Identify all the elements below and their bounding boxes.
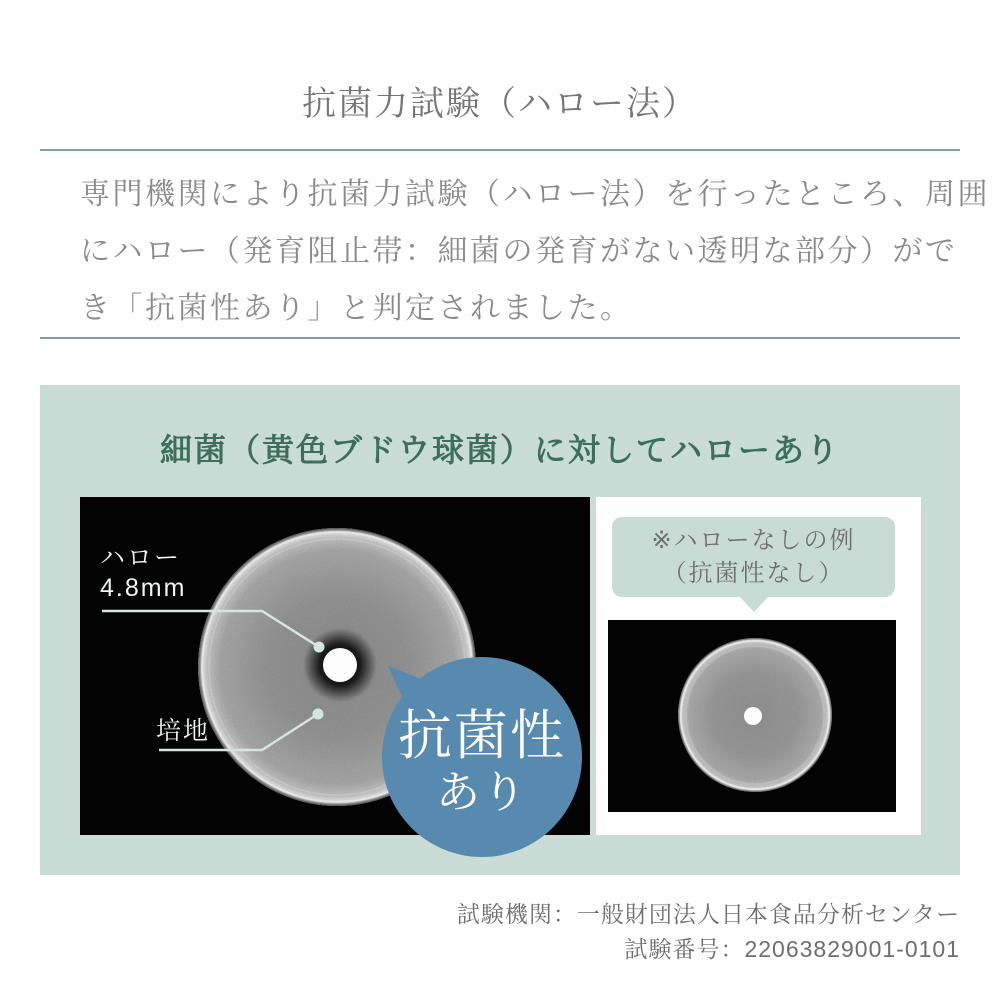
note-line1: ※ハローなしの例 <box>651 527 856 554</box>
badge-text-line1: 抗菌性 <box>398 706 566 766</box>
halo-measurement-label <box>100 543 186 603</box>
halo-value-text: 4.8mm <box>100 574 187 602</box>
description-line-1: 専門機関により抗菌力試験（ハロー法）を行ったところ、周囲 <box>80 178 990 211</box>
halo-pointer-dot <box>314 642 325 653</box>
page-title: 抗菌力試験（ハロー法） <box>302 85 698 123</box>
no-halo-example-panel <box>596 497 921 835</box>
description-paragraph <box>80 166 990 337</box>
halo-label-text: ハロー <box>100 544 182 572</box>
result-heading: 細菌（黄色ブドウ球菌）に対してハローあり <box>159 432 840 468</box>
test-credentials <box>457 897 960 967</box>
divider-bottom <box>40 337 960 339</box>
petri-dish-no-halo-image <box>608 620 896 812</box>
description-line-2: にハロー（発育阻止帯：細菌の発育がない透明な部分）がで <box>80 235 958 268</box>
description-line-3: き「抗菌性あり」と判定されました。 <box>80 292 633 325</box>
result-panel <box>40 385 960 875</box>
culture-medium-label: 培地 <box>156 717 211 745</box>
sample-disc <box>744 707 762 725</box>
no-halo-photo <box>608 620 896 812</box>
sample-disc <box>323 648 357 682</box>
medium-pointer-dot <box>313 709 324 720</box>
test-organization: 試験機関：一般財団法人日本食品分析センター <box>456 901 960 927</box>
test-number: 試験番号：22063829001-0101 <box>624 936 960 962</box>
no-halo-note-bubble <box>612 517 895 597</box>
badge-text-line2: あり <box>436 768 528 817</box>
note-bubble-tail <box>739 596 769 612</box>
antibacterial-result-badge <box>382 657 582 857</box>
note-line2: （抗菌性なし） <box>662 560 845 587</box>
divider-top <box>40 149 960 151</box>
badge-circle <box>382 657 582 857</box>
